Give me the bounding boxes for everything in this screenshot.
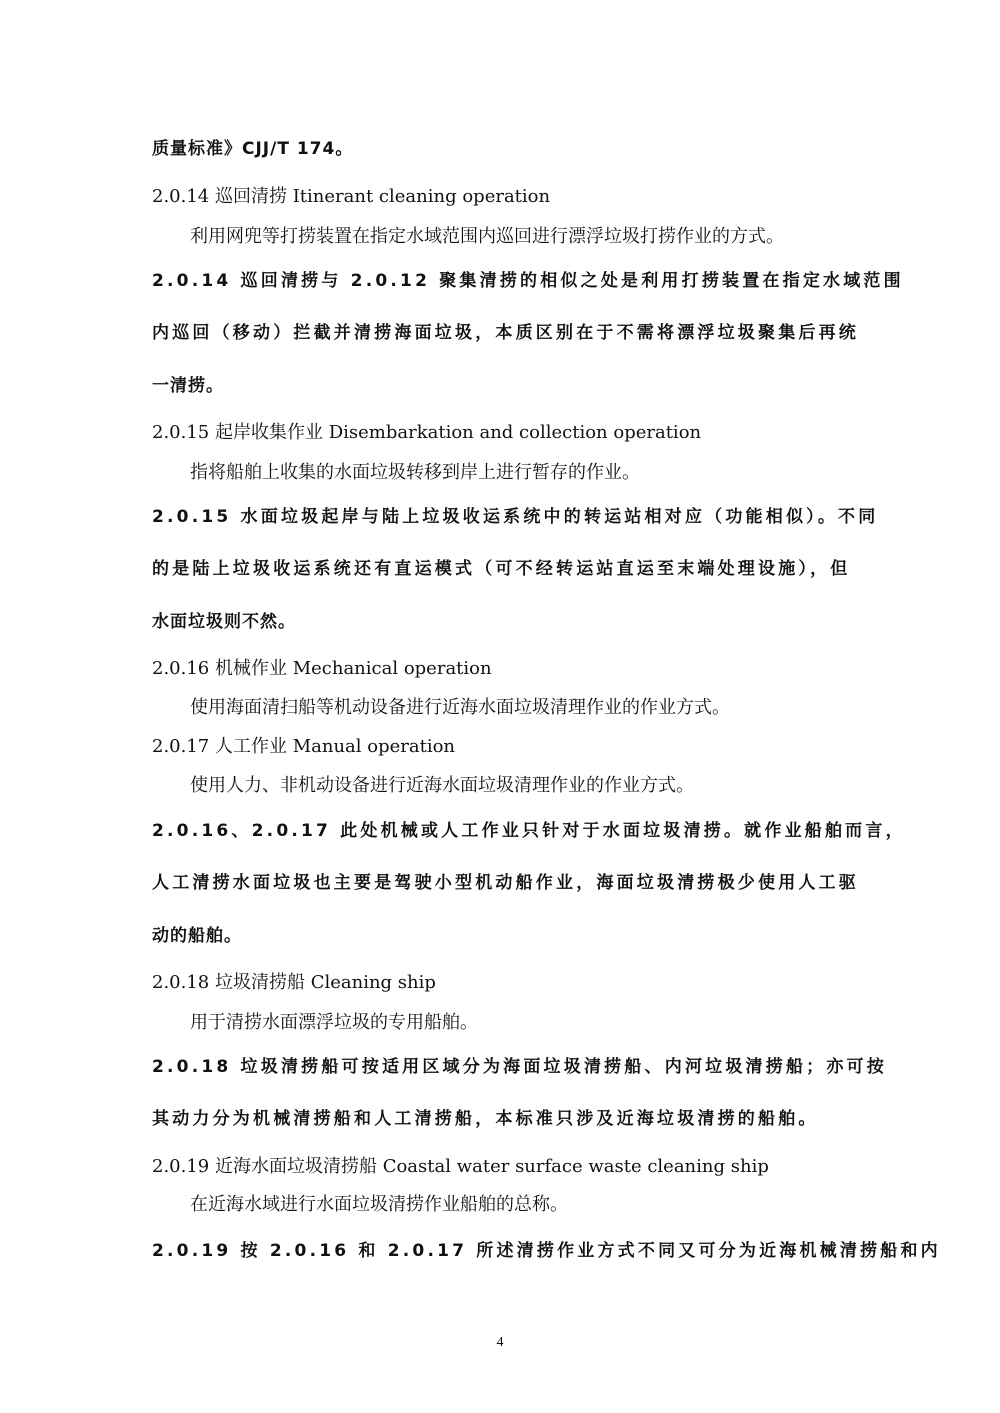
term-definition: 利用网兜等打捞装置在指定水域范围内巡回进行漂浮垃圾打捞作业的方式。 (190, 226, 784, 247)
term-heading-2-0-15: 2.0.15 起岸收集作业 Disembarkation and collection operation (152, 422, 702, 443)
term-heading-2-0-19: 2.0.19 近海水面垃圾清捞船 Coastal water surface waste cleaning ship (152, 1156, 769, 1177)
term-definition: 使用海面清扫船等机动设备进行近海水面垃圾清理作业的作业方式。 (190, 697, 730, 718)
note-line: 2.0.16、2.0.17 此处机械或人工作业只针对于水面垃圾清捞。就作业船舶而言， (152, 821, 906, 841)
note-line: 的是陆上垃圾收运系统还有直运模式（可不经转运站直运至末端处理设施），但 (152, 559, 851, 579)
note-line: 一清捞。 (152, 376, 224, 396)
note-line: 人工清捞水面垃圾也主要是驾驶小型机动船作业，海面垃圾清捞极少使用人工驱 (152, 873, 859, 893)
note-line: 2.0.15 水面垃圾起岸与陆上垃圾收运系统中的转运站相对应（功能相似）。不同 (152, 507, 879, 527)
note-line: 质量标准》CJJ/T 174。 (152, 139, 354, 159)
term-definition: 使用人力、非机动设备进行近海水面垃圾清理作业的作业方式。 (190, 775, 694, 796)
note-line: 动的船舶。 (152, 926, 242, 946)
note-line: 2.0.18 垃圾清捞船可按适用区域分为海面垃圾清捞船、内河垃圾清捞船；亦可按 (152, 1057, 887, 1077)
term-heading-2-0-14: 2.0.14 巡回清捞 Itinerant cleaning operation (152, 186, 551, 207)
note-line: 2.0.14 巡回清捞与 2.0.12 聚集清捞的相似之处是利用打捞装置在指定水域范围 (152, 271, 904, 291)
note-line: 其动力分为机械清捞船和人工清捞船，本标准只涉及近海垃圾清捞的船舶。 (152, 1109, 819, 1129)
term-heading-2-0-16: 2.0.16 机械作业 Mechanical operation (152, 658, 492, 679)
term-heading-2-0-17: 2.0.17 人工作业 Manual operation (152, 736, 456, 757)
term-heading-2-0-18: 2.0.18 垃圾清捞船 Cleaning ship (152, 972, 436, 993)
term-definition: 在近海水域进行水面垃圾清捞作业船舶的总称。 (190, 1194, 568, 1215)
note-line: 内巡回（移动）拦截并清捞海面垃圾，本质区别在于不需将漂浮垃圾聚集后再统 (152, 323, 859, 343)
term-definition: 指将船舶上收集的水面垃圾转移到岸上进行暂存的作业。 (190, 462, 640, 483)
note-line: 2.0.19 按 2.0.16 和 2.0.17 所述清捞作业方式不同又可分为近海机械清捞船和内 (152, 1241, 941, 1261)
term-definition: 用于清捞水面漂浮垃圾的专用船舶。 (190, 1012, 478, 1033)
note-line: 水面垃圾则不然。 (152, 612, 296, 632)
page-number: 4 (496, 1335, 504, 1350)
